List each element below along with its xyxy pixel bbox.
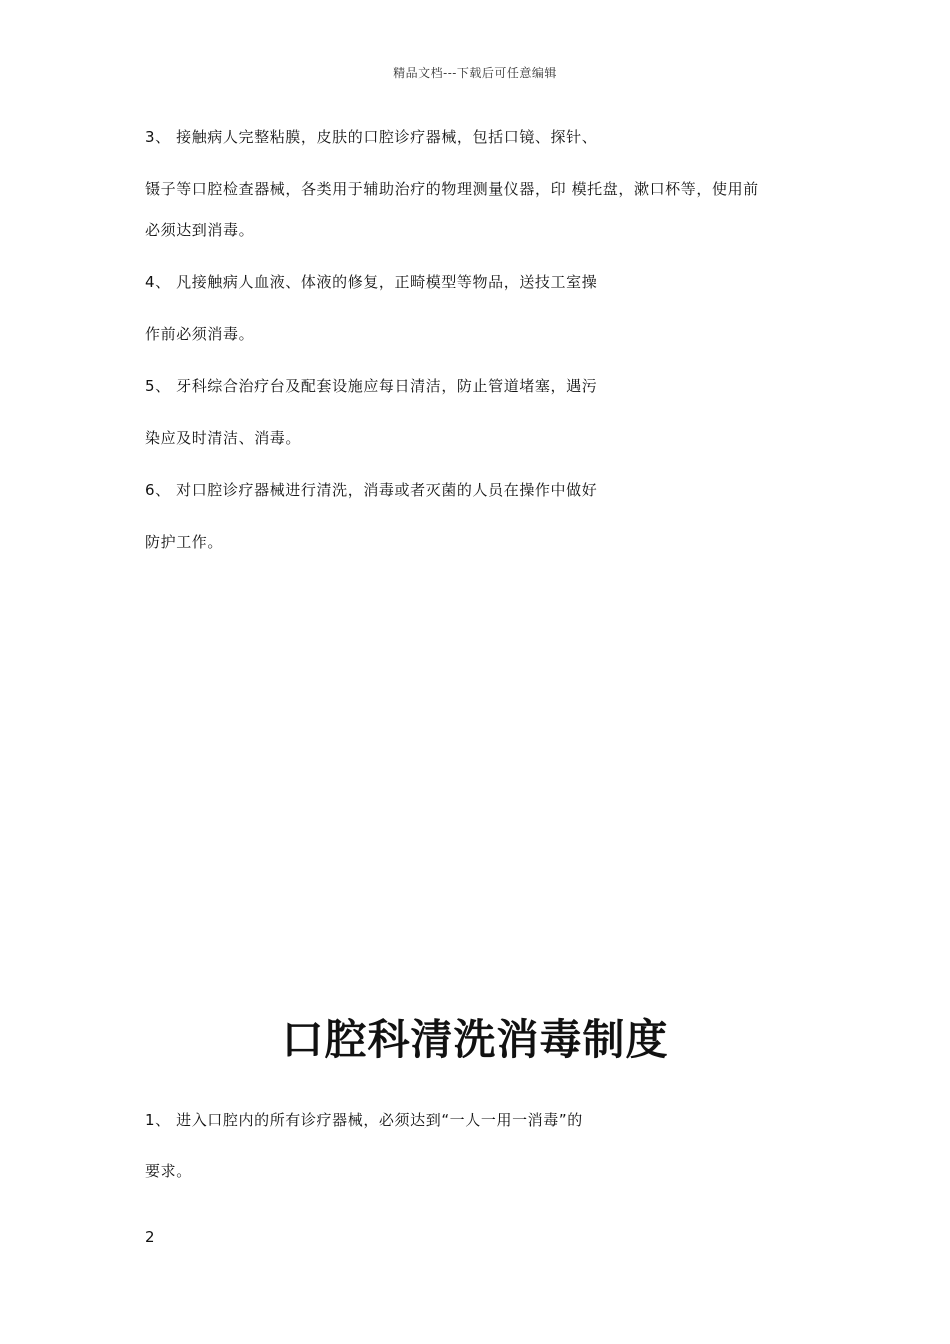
paragraph-line: 要求。 [145, 1162, 192, 1180]
page-header: 精品文档---下载后可任意编辑 [393, 66, 557, 80]
paragraph-line: 1、 进入口腔内的所有诊疗器械，必须达到“一人一用一消毒”的 [145, 1111, 583, 1129]
paragraph-line: 5、 牙科综合治疗台及配套设施应每日清洁，防止管道堵塞，遇污 [145, 377, 598, 395]
paragraph-line: 3、 接触病人完整粘膜，皮肤的口腔诊疗器械，包括口镜、探针、 [145, 128, 598, 146]
document-title: 口腔科清洗消毒制度 [281, 1015, 669, 1064]
paragraph-line: 6、 对口腔诊疗器械进行清洗，消毒或者灭菌的人员在操作中做好 [145, 481, 598, 499]
page-number: 2 [145, 1228, 155, 1246]
paragraph-line: 4、 凡接触病人血液、体液的修复，正畸模型等物品，送技工室操 [145, 273, 598, 291]
paragraph-line: 必须达到消毒。 [145, 221, 255, 239]
paragraph-line: 染应及时清洁、消毒。 [145, 429, 302, 447]
paragraph-line: 作前必须消毒。 [145, 325, 255, 343]
paragraph-line: 镊子等口腔检查器械，各类用于辅助治疗的物理测量仪器，印 模托盘，漱口杯等，使用前 [145, 180, 759, 198]
paragraph-line: 防护工作。 [145, 533, 224, 551]
